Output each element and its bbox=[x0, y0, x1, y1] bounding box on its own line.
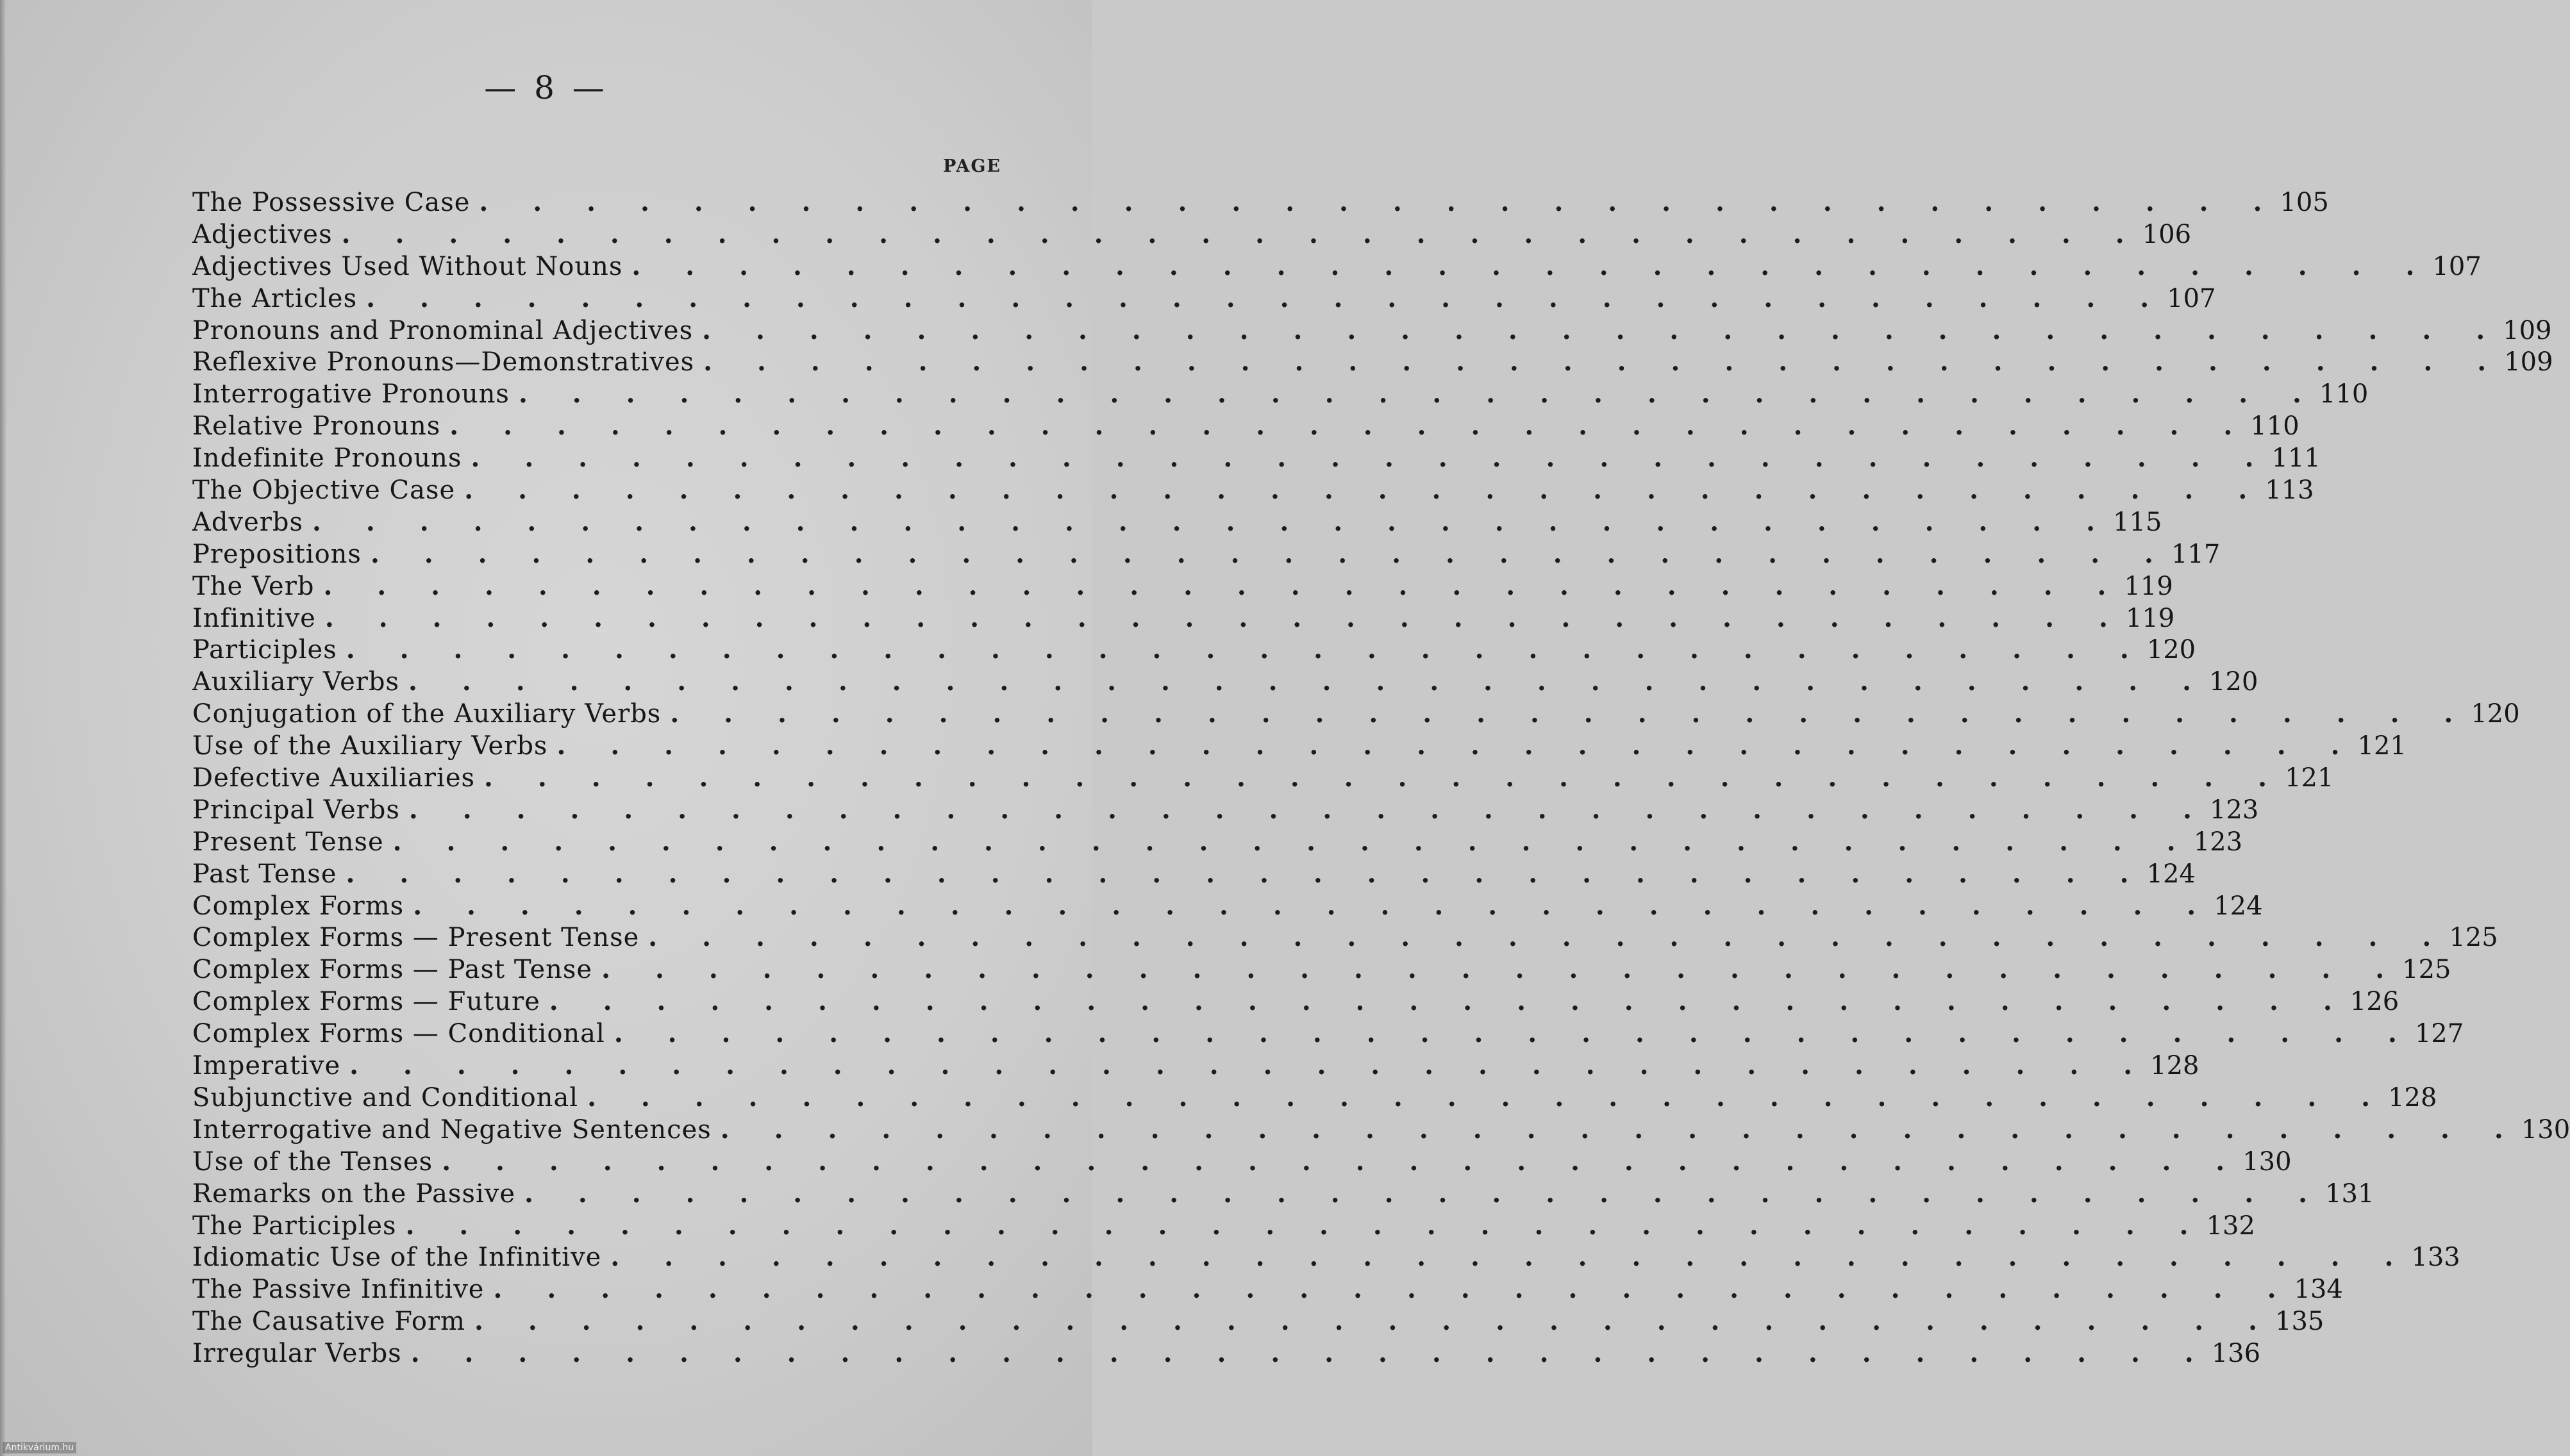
toc-entry-page-number: 133 bbox=[2411, 1243, 2460, 1273]
toc-dot-leader: . . . . . . . . . . . . . . . . . . . . . . . . . . . . . . . . . . bbox=[479, 187, 2280, 217]
toc-entry-title: Prepositions bbox=[192, 539, 362, 569]
toc-entry-title: Subjunctive and Conditional bbox=[192, 1082, 579, 1113]
toc-entry-title: Participles bbox=[192, 635, 337, 665]
toc-entry-title: Adjectives Used Without Nouns bbox=[192, 251, 623, 281]
toc-entry bbox=[192, 251, 2482, 283]
toc-entry bbox=[192, 1178, 2374, 1211]
toc-entry-page-number: 109 bbox=[2504, 347, 2553, 377]
toc-dot-leader: . . . . . . . . . . . . . . . . . . . . . . . . . . . . . . . . . . bbox=[346, 858, 2147, 889]
toc-entry bbox=[192, 699, 2520, 731]
toc-entry-title: Complex Forms — Future bbox=[192, 987, 540, 1017]
toc-entry-page-number: 111 bbox=[2271, 443, 2321, 474]
toc-entry-page-number: 125 bbox=[2449, 923, 2498, 953]
toc-dot-leader: . . . . . . . . . . . . . . . . . . . . . . . . . . . . . . . . . . bbox=[392, 826, 2194, 857]
toc-entry-page-number: 123 bbox=[2209, 795, 2259, 825]
table-of-contents bbox=[192, 187, 2570, 1370]
toc-entry-title: Reflexive Pronouns—Demonstratives bbox=[192, 347, 695, 377]
toc-entry bbox=[192, 602, 2175, 635]
toc-entry-page-number: 123 bbox=[2193, 827, 2243, 857]
toc-entry bbox=[192, 1210, 2255, 1243]
toc-dot-leader: . . . . . . . . . . . . . . . . . . . . . . . . . . . . . . . . . . bbox=[408, 666, 2210, 697]
toc-entry bbox=[192, 506, 2162, 539]
toc-entry-page-number: 124 bbox=[2214, 891, 2263, 921]
toc-entry-page-number: 107 bbox=[2167, 283, 2216, 313]
toc-dot-leader: . . . . . . . . . . . . . . . . . . . . . . . . . . . . . . . . . . bbox=[556, 731, 2358, 761]
toc-entry bbox=[192, 347, 2553, 379]
toc-entry-page-number: 119 bbox=[2125, 603, 2175, 633]
toc-entry bbox=[192, 954, 2451, 986]
toc-dot-leader: . . . . . . . . . . . . . . . . . . . . . . . . . . . . . . . . . . bbox=[312, 506, 2114, 537]
toc-dot-leader: . . . . . . . . . . . . . . . . . . . . . . . . . . . . . . . . . . bbox=[366, 283, 2167, 313]
toc-entry-page-number: 113 bbox=[2265, 476, 2314, 506]
toc-entry-title: Auxiliary Verbs bbox=[192, 667, 400, 697]
toc-entry-page-number: 132 bbox=[2206, 1211, 2255, 1241]
toc-entry bbox=[192, 187, 2329, 219]
toc-entry bbox=[192, 1274, 2343, 1306]
toc-entry bbox=[192, 1338, 2261, 1370]
toc-entry bbox=[192, 411, 2299, 443]
toc-dot-leader: . . . . . . . . . . . . . . . . . . . . . . . . . . . . . . . . . . bbox=[442, 1146, 2243, 1177]
page-number: — 8 — bbox=[484, 69, 608, 106]
toc-entry-page-number: 106 bbox=[2142, 219, 2192, 249]
toc-entry bbox=[192, 283, 2216, 315]
toc-entry-page-number: 109 bbox=[2503, 315, 2552, 345]
toc-dot-leader: . . . . . . . . . . . . . . . . . . . . . . . . . . . . . . . . . . bbox=[613, 1018, 2415, 1049]
toc-entry bbox=[192, 826, 2243, 859]
toc-entry-page-number: 128 bbox=[2150, 1051, 2199, 1081]
toc-entry-title: Irregular Verbs bbox=[192, 1339, 402, 1369]
toc-entry bbox=[192, 570, 2173, 603]
toc-dot-leader: . . . . . . . . . . . . . . . . . . . . . . . . . . . . . . . . . . bbox=[670, 699, 2471, 729]
toc-entry-title: Imperative bbox=[192, 1051, 341, 1081]
toc-entry-title: The Objective Case bbox=[192, 476, 456, 506]
toc-entry bbox=[192, 634, 2196, 666]
toc-entry-page-number: 121 bbox=[2357, 731, 2407, 761]
toc-dot-leader: . . . . . . . . . . . . . . . . . . . . . . . . . . . . . . . . . . bbox=[370, 538, 2171, 569]
toc-entry-page-number: 120 bbox=[2471, 699, 2520, 729]
toc-entry-page-number: 110 bbox=[2319, 379, 2369, 410]
toc-entry-title: Relative Pronouns bbox=[192, 411, 441, 442]
toc-entry-page-number: 130 bbox=[2521, 1114, 2570, 1145]
toc-entry-title: Complex Forms — Conditional bbox=[192, 1019, 605, 1049]
toc-dot-leader: . . . . . . . . . . . . . . . . . . . . . . . . . . . . . . . . . . bbox=[405, 1210, 2207, 1241]
toc-entry bbox=[192, 1050, 2199, 1082]
toc-entry-title: Past Tense bbox=[192, 859, 337, 889]
toc-entry bbox=[192, 1146, 2292, 1179]
toc-entry-title: Complex Forms bbox=[192, 891, 405, 921]
toc-entry bbox=[192, 890, 2263, 923]
toc-dot-leader: . . . . . . . . . . . . . . . . . . . . . . . . . . . . . . . . . . bbox=[601, 954, 2403, 985]
toc-entry-title: Conjugation of the Auxiliary Verbs bbox=[192, 699, 662, 729]
toc-dot-leader: . . . . . . . . . . . . . . . . . . . . . . . . . . . . . . . . . . bbox=[518, 379, 2319, 410]
toc-dot-leader: . . . . . . . . . . . . . . . . . . . . . . . . . . . . . . . . . . bbox=[720, 1114, 2521, 1145]
toc-entry bbox=[192, 379, 2369, 411]
toc-entry-page-number: 107 bbox=[2432, 251, 2482, 281]
toc-entry bbox=[192, 731, 2407, 763]
toc-entry-title: The Participles bbox=[192, 1211, 397, 1241]
toc-dot-leader: . . . . . . . . . . . . . . . . . . . . . . . . . . . . . . . . . . bbox=[484, 763, 2285, 793]
toc-entry bbox=[192, 219, 2192, 251]
toc-entry-page-number: 134 bbox=[2294, 1275, 2343, 1305]
toc-dot-leader: . . . . . . . . . . . . . . . . . . . . . . . . . . . . . . . . . . bbox=[702, 315, 2503, 345]
watermark: Antikvárium.hu bbox=[3, 1442, 76, 1453]
toc-entry-title: Pronouns and Pronominal Adjectives bbox=[192, 315, 694, 345]
toc-dot-leader: . . . . . . . . . . . . . . . . . . . . . . . . . . . . . . . . . . bbox=[631, 251, 2433, 281]
toc-entry-title: The Possessive Case bbox=[192, 188, 471, 217]
toc-dot-leader: . . . . . . . . . . . . . . . . . . . . . . . . . . . . . . . . . . bbox=[648, 922, 2449, 953]
toc-dot-leader: . . . . . . . . . . . . . . . . . . . . . . . . . . . . . . . . . . bbox=[464, 475, 2265, 506]
page-column-header: PAGE bbox=[943, 156, 1001, 176]
toc-entry-page-number: 110 bbox=[2250, 411, 2299, 442]
toc-entry-title: Remarks on the Passive bbox=[192, 1179, 516, 1209]
toc-dot-leader: . . . . . . . . . . . . . . . . . . . . . . . . . . . . . . . . . . bbox=[449, 411, 2251, 442]
toc-entry-title: Interrogative and Negative Sentences bbox=[192, 1114, 712, 1145]
toc-entry bbox=[192, 1114, 2570, 1146]
toc-entry-title: The Articles bbox=[192, 283, 358, 313]
toc-dot-leader: . . . . . . . . . . . . . . . . . . . . . . . . . . . . . . . . . . bbox=[323, 570, 2124, 601]
toc-entry bbox=[192, 315, 2552, 347]
toc-entry-page-number: 105 bbox=[2280, 188, 2329, 217]
toc-entry-title: The Causative Form bbox=[192, 1307, 465, 1337]
toc-entry bbox=[192, 475, 2314, 507]
toc-entry-page-number: 131 bbox=[2325, 1179, 2374, 1209]
toc-dot-leader: . . . . . . . . . . . . . . . . . . . . . . . . . . . . . . . . . . bbox=[493, 1274, 2294, 1305]
toc-entry bbox=[192, 538, 2221, 571]
toc-entry bbox=[192, 1306, 2324, 1338]
toc-entry-page-number: 121 bbox=[2285, 763, 2334, 793]
toc-dot-leader: . . . . . . . . . . . . . . . . . . . . . . . . . . . . . . . . . . bbox=[549, 986, 2350, 1017]
toc-entry bbox=[192, 1082, 2437, 1114]
toc-entry-title: Infinitive bbox=[192, 603, 316, 633]
toc-entry-title: Adverbs bbox=[192, 507, 304, 537]
toc-entry-page-number: 135 bbox=[2275, 1307, 2324, 1337]
toc-dot-leader: . . . . . . . . . . . . . . . . . . . . . . . . . . . . . . . . . . bbox=[524, 1178, 2326, 1209]
toc-entry-page-number: 125 bbox=[2402, 955, 2451, 985]
toc-entry-page-number: 124 bbox=[2146, 859, 2196, 889]
toc-entry bbox=[192, 1018, 2464, 1050]
page-spine-shadow bbox=[0, 0, 6, 1456]
toc-dot-leader: . . . . . . . . . . . . . . . . . . . . . . . . . . . . . . . . . . bbox=[610, 1242, 2412, 1273]
toc-dot-leader: . . . . . . . . . . . . . . . . . . . . . . . . . . . . . . . . . . bbox=[410, 1338, 2212, 1369]
toc-entry-title: Adjectives bbox=[192, 219, 333, 249]
toc-entry bbox=[192, 794, 2259, 827]
toc-entry-title: Use of the Tenses bbox=[192, 1146, 433, 1177]
toc-dot-leader: . . . . . . . . . . . . . . . . . . . . . . . . . . . . . . . . . . bbox=[413, 890, 2214, 921]
toc-dot-leader: . . . . . . . . . . . . . . . . . . . . . . . . . . . . . . . . . . bbox=[324, 602, 2126, 633]
toc-entry-title: Complex Forms — Past Tense bbox=[192, 955, 593, 985]
toc-dot-leader: . . . . . . . . . . . . . . . . . . . . . . . . . . . . . . . . . . bbox=[349, 1050, 2151, 1081]
toc-dot-leader: . . . . . . . . . . . . . . . . . . . . . . . . . . . . . . . . . . bbox=[341, 219, 2142, 249]
toc-entry bbox=[192, 763, 2334, 795]
toc-entry-page-number: 119 bbox=[2124, 571, 2173, 601]
toc-dot-leader: . . . . . . . . . . . . . . . . . . . . . . . . . . . . . . . . . . bbox=[346, 634, 2147, 665]
toc-entry-page-number: 127 bbox=[2414, 1019, 2464, 1049]
toc-entry bbox=[192, 986, 2399, 1018]
toc-entry-title: Principal Verbs bbox=[192, 795, 400, 825]
toc-dot-leader: . . . . . . . . . . . . . . . . . . . . . . . . . . . . . . . . . . bbox=[471, 443, 2272, 474]
toc-dot-leader: . . . . . . . . . . . . . . . . . . . . . . . . . . . . . . . . . . bbox=[703, 347, 2505, 377]
toc-entry bbox=[192, 666, 2258, 699]
toc-entry-page-number: 115 bbox=[2113, 507, 2162, 537]
toc-dot-leader: . . . . . . . . . . . . . . . . . . . . . . . . . . . . . . . . . . bbox=[587, 1082, 2389, 1113]
toc-dot-leader: . . . . . . . . . . . . . . . . . . . . . . . . . . . . . . . . . . bbox=[408, 794, 2210, 825]
toc-entry-title: Interrogative Pronouns bbox=[192, 379, 510, 410]
toc-entry-title: Indefinite Pronouns bbox=[192, 443, 462, 474]
toc-entry-title: Present Tense bbox=[192, 827, 384, 857]
toc-entry-title: The Passive Infinitive bbox=[192, 1275, 485, 1305]
toc-entry bbox=[192, 858, 2196, 891]
toc-entry bbox=[192, 443, 2321, 475]
toc-entry-title: Complex Forms — Present Tense bbox=[192, 923, 640, 953]
toc-entry-page-number: 120 bbox=[2146, 635, 2196, 665]
toc-entry-page-number: 128 bbox=[2388, 1082, 2437, 1113]
toc-entry-title: Defective Auxiliaries bbox=[192, 763, 476, 793]
toc-entry-title: The Verb bbox=[192, 571, 315, 601]
toc-entry-page-number: 120 bbox=[2209, 667, 2258, 697]
toc-entry bbox=[192, 1242, 2460, 1274]
toc-entry-page-number: 117 bbox=[2171, 539, 2221, 569]
toc-dot-leader: . . . . . . . . . . . . . . . . . . . . . . . . . . . . . . . . . . bbox=[474, 1306, 2275, 1337]
toc-entry-title: Use of the Auxiliary Verbs bbox=[192, 731, 548, 761]
toc-entry-page-number: 130 bbox=[2242, 1146, 2292, 1177]
toc-entry-title: Idiomatic Use of the Infinitive bbox=[192, 1243, 602, 1273]
toc-entry-page-number: 136 bbox=[2211, 1339, 2261, 1369]
toc-entry-page-number: 126 bbox=[2349, 987, 2399, 1017]
toc-entry bbox=[192, 922, 2498, 954]
